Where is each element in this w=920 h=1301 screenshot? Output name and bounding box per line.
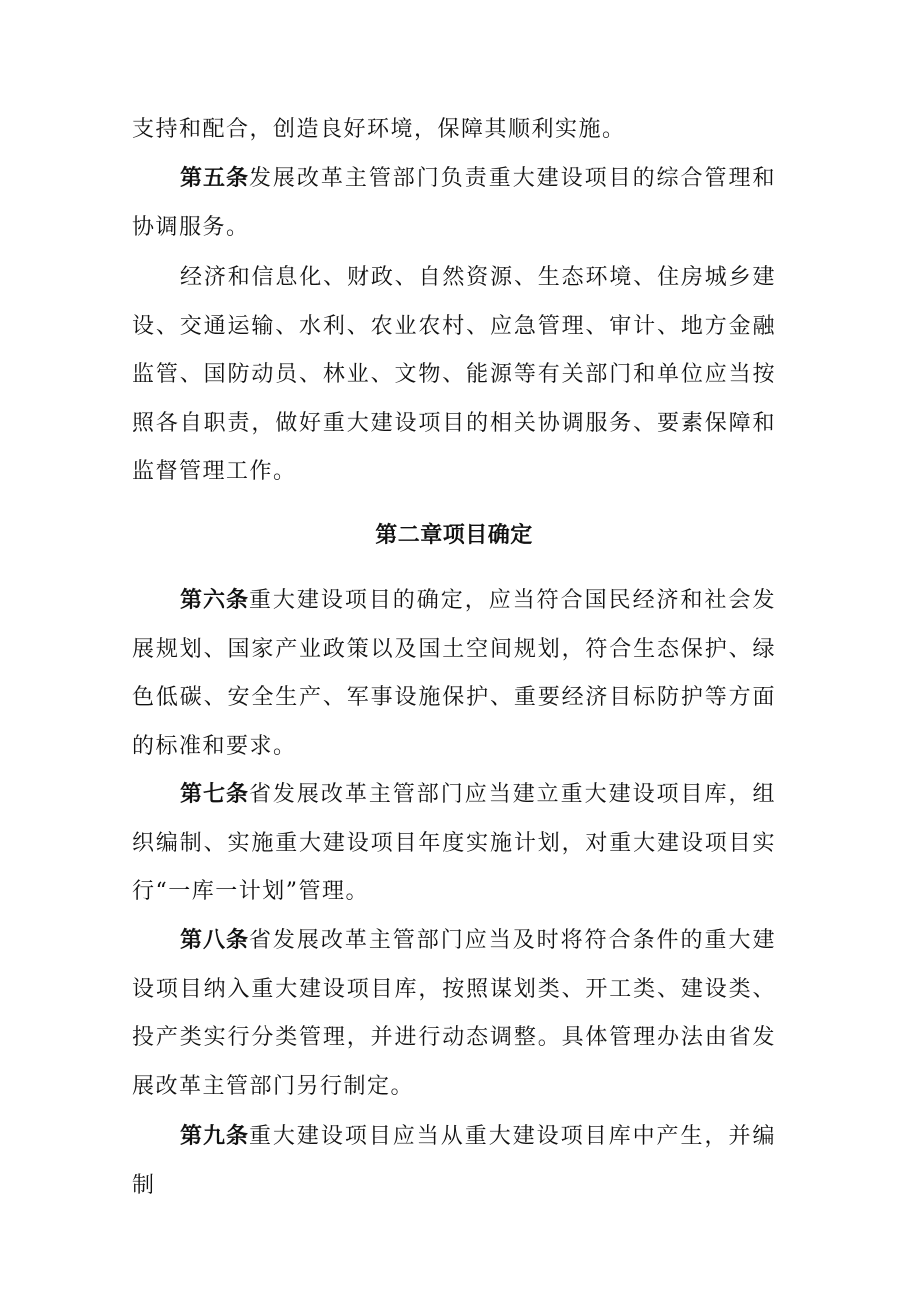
article-8-label: 第八条 (180, 928, 249, 953)
article-8 (132, 917, 776, 1111)
article-6-text: 重大建设项目的确定，应当符合国民经济和社会发展规划、国家产业政策以及国土空间规划，符合生态保护、绿色低碳、安全生产、军事设施保护、重要经济目标防护等方面的标准和要求。 (132, 588, 776, 759)
article-9-text: 重大建设项目应当从重大建设项目库中产生，并编制 (132, 1124, 776, 1198)
article-7-label: 第七条 (180, 782, 249, 807)
article-6-label: 第六条 (180, 588, 249, 613)
article-7-text: 省发展改革主管部门应当建立重大建设项目库，组织编制、实施重大建设项目年度实施计划，对重大建设项目实行“一库一计划”管理。 (132, 782, 776, 904)
article-5-text: 发展改革主管部门负责重大建设项目的综合管理和协调服务。 (132, 166, 776, 240)
article-5-label: 第五条 (180, 166, 249, 191)
article-9-label: 第九条 (180, 1124, 249, 1149)
chapter-2-title: 第二章项目确定 (375, 523, 533, 548)
article-7 (132, 771, 776, 917)
paragraph-continuation: 支持和配合，创造良好环境，保障其顺利实施。 (132, 117, 626, 142)
article-8-text: 省发展改革主管部门应当及时将符合条件的重大建设项目纳入重大建设项目库，按照谋划类、开工类、建设类、投产类实行分类管理，并进行动态调整。具体管理办法由省发展改革主管部门另行制定。 (132, 928, 776, 1099)
article-9 (132, 1113, 776, 1210)
article-5-paragraph-2: 经济和信息化、财政、自然资源、生态环境、住房城乡建设、交通运输、水利、农业农村、应急管理、审计、地方金融监管、国防动员、林业、文物、能源等有关部门和单位应当按照各自职责，做好重大建设项目的相关协调服务、要素保障和监督管理工作。 (132, 265, 776, 484)
article-5 (132, 155, 776, 252)
article-6 (132, 577, 776, 771)
